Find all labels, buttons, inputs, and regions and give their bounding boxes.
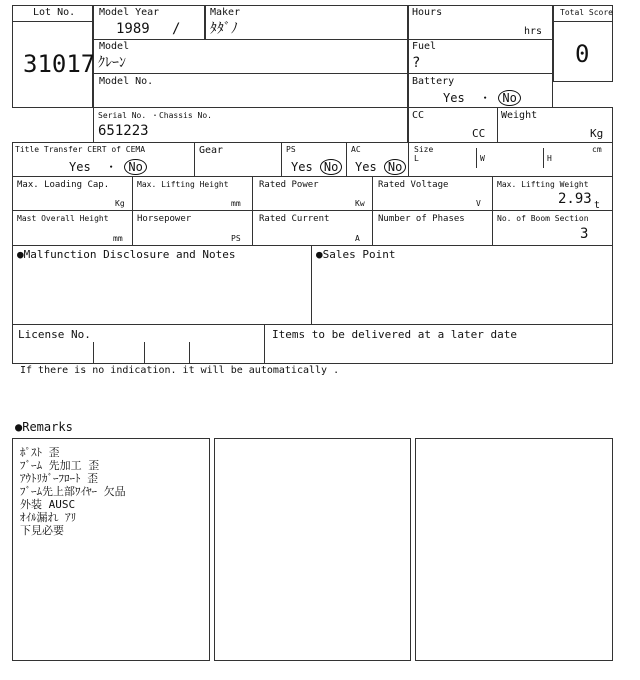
lot-number: 31017 [23, 50, 96, 78]
rated-voltage-label: Rated Voltage [378, 180, 449, 190]
remarks-line: ｱｳﾄﾘｶﾞｰﾌﾛｰﾄ 歪 [20, 472, 99, 485]
remarks-line: ﾎﾟｽﾄ 歪 [20, 446, 60, 459]
phases-label: Number of Phases [378, 214, 465, 224]
mast-height-label: Mast Overall Height [17, 214, 109, 223]
cc-unit: CC [472, 127, 486, 140]
battery-options [443, 90, 521, 106]
gear-label: Gear [199, 145, 224, 156]
battery-yes: Yes [443, 91, 465, 105]
remarks-box-2 [214, 438, 411, 661]
total-score-value: 0 [575, 40, 590, 68]
lot-label: Lot No. [33, 7, 76, 18]
size-w: W [480, 154, 485, 163]
rated-voltage-unit: V [476, 199, 481, 208]
max-lifting-weight-value: 2.93 [558, 191, 592, 207]
maker-value: ﾀﾀﾞﾉ [210, 21, 238, 37]
size-label: Size [414, 145, 434, 154]
size-box [408, 142, 613, 177]
horsepower-label: Horsepower [137, 214, 192, 224]
rated-current-unit: A [355, 234, 360, 243]
sales-point-label: ●Sales Point [316, 248, 396, 261]
ps-no-circled: No [320, 159, 342, 175]
max-loading-label: Max. Loading Cap. [17, 180, 110, 190]
model-no-label: Model No. [99, 76, 154, 87]
title-transfer-options [69, 159, 147, 175]
title-transfer-yes: Yes [69, 160, 91, 174]
ac-no-circled: No [384, 159, 406, 175]
mast-height-unit: mm [113, 234, 123, 243]
model-box [93, 39, 408, 74]
footnote: If there is no indication. it will be automatically . [20, 365, 340, 376]
rated-power-unit: Kw [355, 199, 365, 208]
size-unit: cm [592, 145, 602, 154]
max-lifting-height-label: Max. Lifting Height [137, 180, 229, 189]
model-year-value: 1989 [116, 21, 150, 37]
model-year-separator: / [172, 21, 181, 37]
max-loading-unit: Kg [115, 199, 125, 208]
ps-options [291, 159, 342, 175]
ac-yes: Yes [355, 160, 377, 174]
license-divider [93, 342, 94, 364]
serial-value: 651223 [98, 123, 149, 139]
weight-unit: Kg [590, 127, 604, 140]
remarks-label: ●Remarks [15, 420, 73, 434]
remarks-line: ﾌﾞｰﾑ先上部ﾜｲﾔｰ 欠品 [20, 485, 126, 498]
ps-yes: Yes [291, 160, 313, 174]
ac-label: AC [351, 145, 361, 154]
title-transfer-no-circled: No [124, 159, 146, 175]
ps-label: PS [286, 145, 296, 154]
hours-label: Hours [412, 7, 443, 18]
remarks-line: ﾌﾞｰﾑ 先加工 歪 [20, 459, 100, 472]
malfunction-label: ●Malfunction Disclosure and Notes [17, 248, 236, 261]
remarks-box-3 [415, 438, 613, 661]
license-label: License No. [18, 328, 91, 341]
title-transfer-label: Title Transfer CERT of CEMA [15, 145, 146, 154]
title-transfer-dot: ・ [105, 160, 118, 174]
battery-dot: ・ [479, 91, 492, 105]
remarks-lines [20, 446, 126, 537]
size-h: H [547, 154, 552, 163]
hours-unit: hrs [524, 26, 543, 37]
model-value: ｸﾚｰﾝ [98, 55, 126, 71]
model-year-label: Model Year [99, 7, 160, 18]
total-score-label: Total Score [560, 8, 613, 17]
license-divider [144, 342, 145, 364]
cc-label: CC [412, 110, 425, 121]
battery-no-circled: No [498, 90, 520, 106]
model-label: Model [99, 41, 130, 52]
license-divider [189, 342, 190, 364]
boom-sections-value: 3 [580, 226, 589, 242]
weight-label: Weight [501, 110, 538, 121]
rated-current-label: Rated Current [259, 214, 330, 224]
size-l: L [414, 154, 419, 163]
boom-sections-label: No. of Boom Section [497, 214, 589, 223]
max-lifting-height-unit: mm [231, 199, 241, 208]
fuel-label: Fuel [412, 41, 437, 52]
remarks-line: ｵｲﾙ漏れ ｱﾘ [20, 511, 77, 524]
max-lifting-weight-label: Max. Lifting Weight [497, 180, 589, 189]
battery-label: Battery [412, 76, 455, 87]
rated-power-label: Rated Power [259, 180, 319, 190]
maker-label: Maker [210, 7, 241, 18]
serial-label: Serial No. ・Chassis No. [98, 111, 212, 120]
horsepower-unit: PS [231, 234, 241, 243]
ac-options [355, 159, 406, 175]
max-lifting-weight-unit: t [594, 200, 601, 211]
items-later-label: Items to be delivered at a later date [272, 328, 518, 341]
remarks-line: 外装 AUSC [20, 498, 76, 511]
remarks-line: 下見必要 [20, 524, 64, 537]
fuel-value: ? [412, 55, 421, 71]
